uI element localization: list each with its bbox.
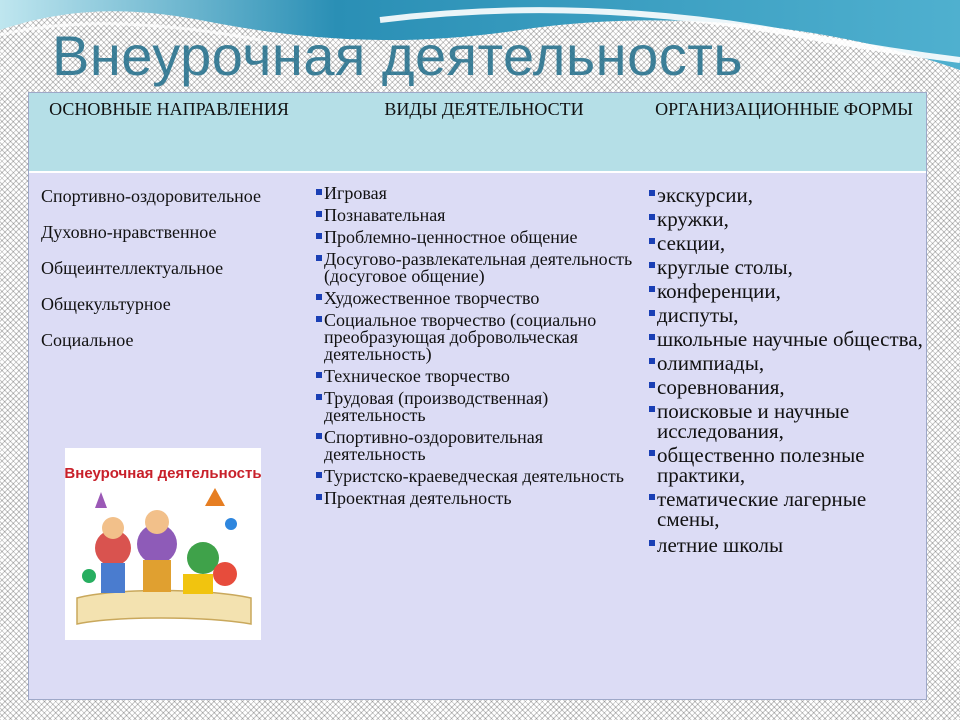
- activity-item-text: Проблемно-ценностное общение: [324, 227, 578, 247]
- form-item: [649, 209, 924, 229]
- activity-item: [316, 251, 636, 285]
- activity-item: [316, 229, 636, 246]
- form-item: [649, 377, 924, 397]
- activity-item-text: Художественное творчество: [324, 288, 540, 308]
- bullet-icon: [316, 433, 322, 439]
- direction-item-text: Общеинтеллектуальное: [41, 258, 224, 278]
- activity-item: [316, 207, 636, 224]
- form-item: [649, 489, 924, 529]
- direction-item: [41, 257, 299, 279]
- activity-item-text: Досугово-развлекательная деятельность (досуговое общение): [324, 249, 633, 286]
- bullet-icon: [649, 190, 655, 196]
- activity-item: [316, 312, 636, 363]
- bullet-icon: [649, 358, 655, 364]
- bullet-icon: [316, 394, 322, 400]
- activity-item: [316, 290, 636, 307]
- form-item: [649, 305, 924, 325]
- direction-item-text: Социальное: [41, 330, 134, 350]
- direction-item: [41, 329, 299, 351]
- form-item-text: круглые столы,: [657, 255, 793, 279]
- table-header: [29, 93, 926, 173]
- form-item: [649, 329, 924, 349]
- activity-item-text: Социальное творчество (социально преобразующая добровольческая деятельность): [324, 310, 597, 364]
- header-activities: ВИДЫ ДЕЯТЕЛЬНОСТИ: [384, 99, 584, 119]
- form-item-text: конференции,: [657, 279, 781, 303]
- activity-item: [316, 185, 636, 202]
- direction-item-text: Общекультурное: [41, 294, 171, 314]
- direction-item-text: Духовно-нравственное: [41, 222, 217, 242]
- bullet-icon: [316, 316, 322, 322]
- bullet-icon: [316, 233, 322, 239]
- form-item-text: тематические лагерные смены,: [657, 487, 867, 531]
- bullet-icon: [649, 494, 655, 500]
- bullet-icon: [316, 472, 322, 478]
- form-item-text: поисковые и научные исследования,: [657, 399, 850, 443]
- activity-item: [316, 368, 636, 385]
- bullet-icon: [316, 255, 322, 261]
- bullet-icon: [649, 238, 655, 244]
- bullet-icon: [649, 310, 655, 316]
- form-item-text: школьные научные общества,: [657, 327, 923, 351]
- form-item: [649, 535, 924, 555]
- direction-item: [41, 221, 299, 243]
- forms-column: [649, 185, 924, 559]
- form-item-text: экскурсии,: [657, 183, 753, 207]
- form-item-text: кружки,: [657, 207, 729, 231]
- bullet-icon: [649, 262, 655, 268]
- direction-item: [41, 293, 299, 315]
- activity-item-text: Техническое творчество: [324, 366, 510, 386]
- form-item: [649, 257, 924, 277]
- directions-column: [29, 185, 299, 365]
- bullet-icon: [649, 450, 655, 456]
- activity-item: [316, 468, 636, 485]
- form-item: [649, 281, 924, 301]
- activity-item: [316, 390, 636, 424]
- header-forms: ОРГАНИЗАЦИОННЫЕ ФОРМЫ: [655, 99, 913, 119]
- form-item-text: олимпиады,: [657, 351, 765, 375]
- form-item: [649, 233, 924, 253]
- bullet-icon: [649, 382, 655, 388]
- activities-column: [316, 185, 636, 512]
- form-item: [649, 401, 924, 441]
- form-item-text: диспуты,: [657, 303, 739, 327]
- activity-item: [316, 429, 636, 463]
- form-item-text: соревнования,: [657, 375, 785, 399]
- bullet-icon: [649, 540, 655, 546]
- direction-item: [41, 185, 299, 207]
- bullet-icon: [649, 214, 655, 220]
- bullet-icon: [316, 494, 322, 500]
- form-item: [649, 185, 924, 205]
- bullet-icon: [316, 294, 322, 300]
- form-item-text: летние школы: [657, 533, 784, 557]
- activity-item: [316, 490, 636, 507]
- bullet-icon: [649, 334, 655, 340]
- header-directions: ОСНОВНЫЕ НАПРАВЛЕНИЯ: [49, 99, 289, 119]
- activity-item-text: Познавательная: [324, 205, 446, 225]
- activity-item-text: Проектная деятельность: [324, 488, 512, 508]
- form-item: [649, 353, 924, 373]
- form-item-text: секции,: [657, 231, 726, 255]
- toys-illustration-icon: [65, 448, 261, 640]
- activity-item-text: Спортивно-оздоровительная деятельность: [324, 427, 544, 464]
- bullet-icon: [316, 211, 322, 217]
- bullet-icon: [649, 286, 655, 292]
- direction-item-text: Спортивно-оздоровительное: [41, 186, 261, 206]
- bullet-icon: [316, 372, 322, 378]
- form-item: [649, 445, 924, 485]
- slide-title: Внеурочная деятельность: [52, 24, 744, 87]
- picture-caption: Внеурочная деятельность: [65, 465, 261, 482]
- activity-table: [28, 92, 927, 700]
- activity-item-text: Игровая: [324, 183, 387, 203]
- bullet-icon: [316, 189, 322, 195]
- form-item-text: общественно полезные практики,: [657, 443, 865, 487]
- extracurricular-picture: [65, 448, 261, 640]
- bullet-icon: [649, 406, 655, 412]
- activity-item-text: Трудовая (производственная) деятельность: [324, 388, 549, 425]
- activity-item-text: Туристско-краеведческая деятельность: [324, 466, 624, 486]
